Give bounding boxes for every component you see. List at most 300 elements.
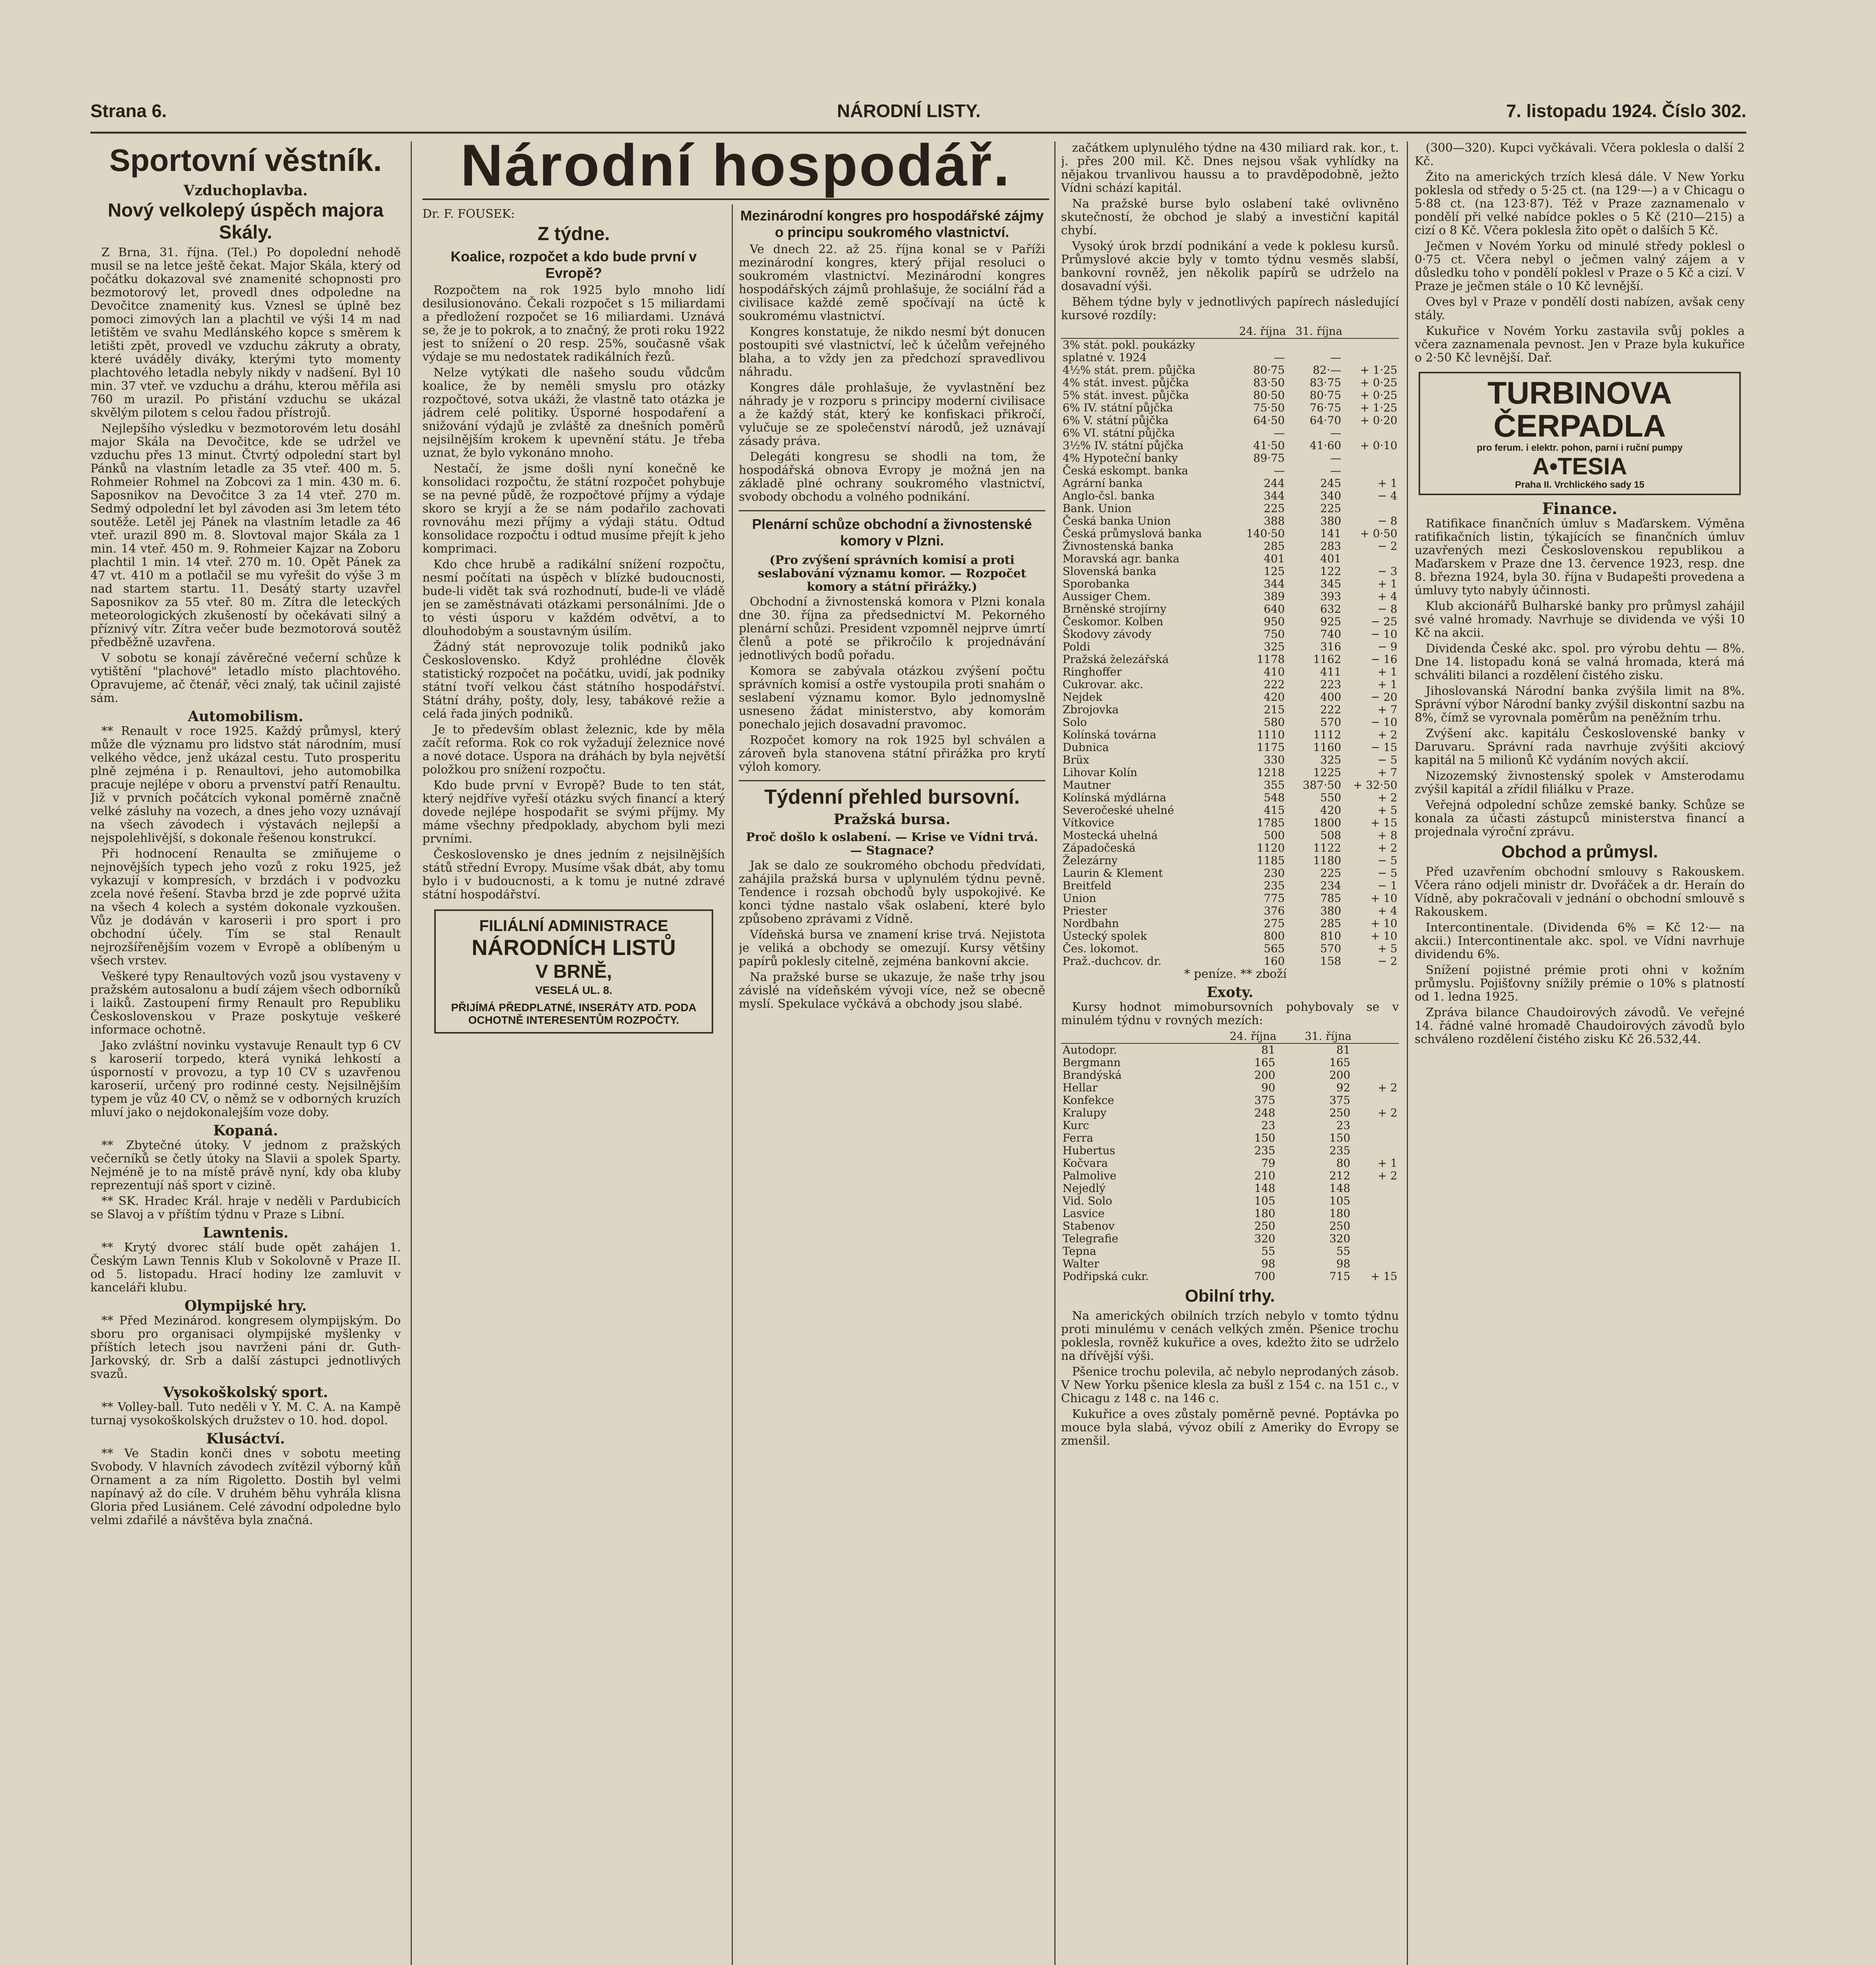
table-cell: + 10 [1371,929,1397,942]
table-cell: — [1274,464,1285,477]
table-cell: 250 [1254,1219,1276,1232]
table-row [1061,754,1399,766]
table-cell: 158 [1320,955,1342,968]
table-row [1061,1220,1399,1232]
paragraph: ** Volley-ball. Tuto neděli v Y. M. C. A. na Kampě turnaj vysokoškolských družstev o 10. hod. dopol. [90,1400,401,1427]
table-cell: 548 [1263,791,1285,804]
paragraph: Snížení pojistné prémie proti ohni v kožním průmyslu. Pojišťovny snížily prémie o 10% s platností od 1. ledna 1925. [1415,963,1745,1004]
paragraph: Kukuřice v Novém Yorku zastavila svůj pokles a včera zaznamenala pevnost. Jen v Praze byla kukuřice o 2·50 Kč levnější. Dař. [1415,324,1745,365]
table-cell: 387·50 [1303,779,1342,792]
paragraph: ** SK. Hradec Král. hraje v neděli v Pardubicích se Slavoj a v příštím týdnu v Praze s Libní. [90,1194,401,1221]
table-cell: 80 [1336,1157,1351,1170]
table-cell: 122 [1320,565,1342,578]
table-cell: 1178 [1257,653,1285,666]
table-cell: 550 [1320,791,1342,804]
table-row [1061,553,1399,565]
table-cell [1343,465,1399,477]
table-cell: 140·50 [1246,527,1285,540]
table-row [1061,867,1399,880]
table-cell [1230,338,1287,351]
table-cell [1352,1132,1399,1144]
table-cell: 79 [1261,1157,1276,1170]
table-header-cell [1061,325,1230,338]
table-cell: Walter [1063,1257,1100,1270]
table-cell: Živnostenská banka [1063,540,1174,553]
table-cell: + 7 [1377,766,1397,779]
paragraph: Pšenice trochu polevila, ač nebylo neprodaných zásob. V New Yorku pšenice klesla za bušl z 154 c. na 151 c., v Chicagu z 148 c. na 146 c. [1061,1365,1399,1405]
table-cell: 375 [1254,1094,1276,1107]
table-cell: 570 [1320,716,1342,729]
table-row [1061,414,1399,427]
paragraph: Nizozemský živnostenský spolek v Amsterodamu zvýšil kapitál a zřídil filiálku v Praze. [1415,769,1745,796]
table-row [1061,1182,1399,1195]
table-row [1061,439,1399,452]
table-row [1061,792,1399,804]
paragraph: ** Krytý dvorec stálí bude opět zahájen 1. Českým Lawn Tennis Klub v Sokolovně v Praze II. od 5. listopadu. Hrací hodiny lze zamluvit v kanceláři klubu. [90,1241,401,1295]
table-cell: Sporobanka [1063,577,1130,590]
table-row [1061,364,1399,376]
paragraph: Kongres konstatuje, že nikdo nesmí být donucen postoupiti své vlastnictví, leč k účelům veřejného blaha, a to vždy jen za předchozí spravedlivou náhradu. [739,325,1045,379]
table-cell: 148 [1329,1182,1351,1195]
table-cell: 81 [1261,1043,1276,1056]
table-cell: Brněnské strojírny [1063,602,1167,615]
paragraph: V sobotu se konají závěrečné večerní schůze k vytištění "plachové" letadlo místo plachtového. Opravujeme, ač čtenář, věci znalý, tak učinil zajisté sám. [90,651,401,705]
headline-skala: Nový velkolepý úspěch majora Skály. [108,200,384,243]
table-row [1061,829,1399,842]
table-cell [1343,338,1399,351]
table-cell: Aussiger Chem. [1063,590,1151,603]
column-divider [1407,141,1408,1965]
table-cell: + 15 [1371,1270,1397,1283]
table-cell: 785 [1320,892,1342,905]
table-row [1061,880,1399,892]
table-cell: Ústecký spolek [1063,929,1147,942]
table-cell: 212 [1329,1169,1351,1182]
table-cell: 250 [1329,1106,1351,1119]
table-row [1061,653,1399,666]
table-cell: 285 [1263,540,1285,553]
exoty-table [1061,1030,1399,1283]
table-cell: 344 [1263,489,1285,502]
table-cell: + 2 [1377,728,1397,741]
table-cell [1343,427,1399,439]
table-row [1061,540,1399,553]
table-cell: 235 [1263,879,1285,892]
table-cell [1352,1069,1399,1082]
table-cell [1352,1144,1399,1157]
table-row [1061,917,1399,930]
table-cell: Solo [1063,716,1087,729]
subsection-aviation: Vzduchoplavba. [184,182,308,199]
table-cell: 222 [1263,678,1285,691]
table-cell: 1175 [1257,741,1285,754]
paragraph: Při hodnocení Renaulta se zmiňujeme o nejnovějších typech jeho vozů z roku 1925, jež vykazují v kompresích, v brzdách i v podvozku zcela nové řešení. Stavba brzd je zde poprvé užita na všech 4 kolech a systém dokonale vyzkoušen. Vůz je dodáván v karoserii i pro sport i pro obchodní účely. Tím se stal Renault nejrozšířenějším vozem v Evropě a oblíbeným u všech vrstev. [90,847,401,968]
paragraph: Nestačí, že jsme došli nyní konečně ke konsolidaci rozpočtu, že státní rozpočet pohybuje se na pevné půdě, že rozpočtové příjmy a výdaje skoro se kryjí a že se nám podařilo zachovati rovnováhu mezi příjmy a výdaji státu. Odtud konsolidace rozpočtu i odtud musíme přejít k jeho komprimaci. [422,462,725,556]
table-cell: 1110 [1257,728,1285,741]
table-cell [1352,1119,1399,1132]
paragraph: Na pražské burse se ukazuje, že naše trhy jsou závislé na vídeňském vývoji více, než se obecně myslí. Spekulace vyčkává a obchody jsou slabé. [739,970,1045,1011]
table-cell: Autodopr. [1063,1043,1117,1056]
ad-line: V BRNĚ, [535,961,612,982]
table-row [1061,1094,1399,1107]
section-title-sports: Sportovní věstník. [109,143,382,178]
table-cell: + 0·20 [1360,414,1397,427]
subsection-obchod: Obchod a průmysl. [1501,842,1658,861]
table-row [1061,766,1399,779]
table-row [1061,729,1399,741]
table-cell: 1785 [1257,816,1285,829]
table-cell: 80·50 [1253,389,1285,402]
table-cell: + 0·25 [1360,389,1397,402]
table-cell: 76·75 [1309,401,1342,414]
paragraph: ** Renault v roce 1925. Každý průmysl, který může dle významu pro lidstvo stát národním, musí velkého vědce, jenž ukázal cestu. Tuto prosperitu plně zejména i p. Renaultovi, jeho automobilka pracuje nejlépe v oboru a prvenství patří Renaultu. Již v prvních počátcích vykonal poměrně značně velké zásluhy na vozech, a dnes jeho vozy uznávají na všech závodech i výstavách nejlepší a nejspolehlivější, s dokonale řešenou konstrukcí. [90,724,401,845]
table-cell: 580 [1263,716,1285,729]
table-cell: 570 [1320,942,1342,955]
table-cell: 1180 [1313,854,1342,867]
exchange-column [1061,141,1399,1965]
table-cell: 223 [1320,678,1342,691]
table-cell: 6% IV. státní půjčka [1063,401,1173,414]
table-row [1061,338,1399,351]
table-cell: Moravská agr. banka [1063,552,1180,565]
table-cell: 165 [1329,1056,1351,1069]
table-cell: Union [1063,892,1096,905]
paragraph: Ve dnech 22. až 25. října konal se v Paříži mezinárodní kongres, který přijal resoluci o soukromém vlastnictví. Mezinárodní kongres hospodářských zájmů prohlašuje, že sociální řád a civilisace každé země spočívají na úctě k soukromému vlastnictví. [739,242,1045,323]
paragraph: Jihoslovanská Národní banka zvýšila limit na 8%. Správní výbor Národní banky zvýšil diskontní sazbu na 8%, čímž se vyrovnala poměrům na peněžním trhu. [1415,684,1745,725]
table-cell: 4% stát. invest. půjčka [1063,376,1189,389]
subsection-olymp: Olympijské hry. [184,1298,307,1314]
table-cell: 98 [1261,1257,1276,1270]
table-cell: Českomor. Kolben [1063,615,1164,628]
paper-name: NÁRODNÍ LISTY. [837,101,981,121]
table-cell: + 0·25 [1360,376,1397,389]
table-cell: Kralupy [1063,1106,1107,1119]
table-cell: Nordbahn [1063,917,1119,930]
table-row [1061,389,1399,402]
date-issue: 7. listopadu 1924. Číslo 302. [1506,101,1746,121]
table-row [1061,1245,1399,1258]
table-cell: 325 [1320,753,1342,766]
table-cell: Tepna [1063,1245,1096,1258]
table-row [1061,603,1399,615]
table-cell: Vid. Solo [1063,1194,1112,1207]
table-cell: 92 [1336,1081,1351,1094]
table-cell: Bergmann [1063,1056,1121,1069]
subsection-exoty: Exoty. [1206,984,1254,1001]
table-row [1061,427,1399,439]
table-cell: 23 [1261,1119,1276,1132]
table-cell: − 1 [1377,879,1397,892]
table-row [1061,376,1399,389]
subsection-klus: Klusáctví. [206,1431,285,1447]
table-row [1061,842,1399,854]
table-cell: 1800 [1313,816,1342,829]
table-cell: Palmolive [1063,1169,1116,1182]
table-cell: 3½% IV. státní půjčka [1063,439,1184,452]
table-cell: — [1274,351,1285,364]
table-cell: 632 [1320,602,1342,615]
table-cell: splatné v. 1924 [1063,351,1147,364]
table-cell: 23 [1336,1119,1351,1132]
paragraph: Žito na amerických trzích klesá dále. V New Yorku poklesla od středy o 5·25 ct. (na 129·—) a v Chicagu o 5·88 ct. (na 123·87). Též v Praze zaznamenalo v pondělí při velké nabídce pokles o 5 Kč (210—215) a cizí o 8 Kč. Včera poklesla žito opět o dalších 5 Kč. [1415,170,1745,237]
table-cell: − 20 [1371,691,1397,703]
table-cell: 1162 [1313,653,1342,666]
table-cell: 165 [1254,1056,1276,1069]
table-row [1061,678,1399,691]
subsection-finance: Finance. [1542,500,1617,518]
ad-sub: pro ferum. i elektr. pohon, parní i ruční pumpy [1476,443,1683,453]
table-row [1061,1270,1399,1283]
table-cell: Agrární banka [1063,477,1143,490]
subsection-trhy: Obilní trhy. [1185,1286,1275,1306]
table-header-cell: 31. října [1277,1030,1352,1043]
paragraph: Nejlepšího výsledku v bezmotorovém letu dosáhl major Skála na Devočitce, kde se udržel ve vzduchu přes 13 minut. Čtvrtý odpolední start byl Pánků na vlastním letadle za 35 vteř. 400 m. 5. Rohmeier Rohmel na Zobcovi za 1 min. 430 m. 6. Saposnikov na Devočitce 3 za 14 vteř. 270 m. Sedmý odpolední let byl závoden asi 3m letem této soutěže. Letěl jej Pánek na vlastním letadle za 46 vteř. urazil 890 m. 8. Slovtoval major Skála za 1 min. 14 vteř. 450 m. 9. Rohmeier Kajzar na Zoboru plachtil 1 min. 14 vteř. 270 m. 10. Opět Pánek za 47 vt. 410 m a potlačil se mu vyřešit do výše 3 m nad startem startu. 11. Desátý starty uzavřel Saposnikov za 55 vteř. 80 m. Zítra dle leteckých meteorologických zkušeností by očekávati silný a příznivý vítr. Zítra večer bude bezmotorová soutěž předběžně uzavřena. [90,422,401,649]
table-cell: 740 [1320,628,1342,641]
paragraph: Ratifikace finančních úmluv s Maďarskem. Výměna ratifikačních listin, týkajících se finančních úmluv uzavřených mezi Československou republikou a Maďarskem v Praze dne 13. července 1923, resp. dne 8. března 1924, byla 30. října v Budapešti provedena a úmluvy tyto nabyly účinnosti. [1415,517,1745,597]
table-cell: + 0·10 [1360,439,1397,452]
editorial-column [422,204,725,1965]
subsection-kopana: Kopaná. [213,1122,278,1139]
divider [739,510,1045,511]
table-cell: 245 [1320,477,1342,490]
subhead-plzen: (Pro zvýšení správních komisí a proti seslabování významu komor. — Rozpočet komory a státní přirážky.) [758,553,1026,594]
table-row [1061,615,1399,628]
table-cell: + 5 [1377,804,1397,817]
table-row [1061,666,1399,678]
table-cell: − 8 [1377,514,1397,527]
table-cell: + 2 [1377,841,1397,854]
table-cell: Lasvice [1063,1207,1105,1220]
subsection-vys: Vysokoškolský sport. [163,1384,328,1401]
table-cell: 285 [1320,917,1342,930]
table-cell: 5% stát. invest. půjčka [1063,389,1189,402]
sports-column [90,141,401,1965]
headline-z-tydne: Z týdne. [537,224,610,244]
column-divider [1054,141,1055,1965]
subhead-krise: Proč došlo k oslabení. — Krise ve Vídni trvá. — Stagnace? [746,830,1038,858]
table-cell: − 5 [1377,854,1397,867]
paragraph: Kukuřice a oves zůstaly poměrně pevné. Poptávka po mouce byla slabá, vývoz obilí z Ameriky do Evropy se zmenšil. [1061,1407,1399,1448]
table-cell: 325 [1263,640,1285,653]
table-cell: 345 [1320,577,1342,590]
table-row [1061,741,1399,754]
paragraph: Kursy hodnot mimobursovních pohybovaly se v minulém týdnu v rovných mezích: [1061,1000,1399,1027]
table-cell: 225 [1320,502,1342,515]
paragraph: Kdo chce hrubě a radikální snížení rozpočtu, nesmí počítati na úspěch v blízké budoucnosti, bude-li vidět tak svá rozhodnutí, bude-li ve vládě jen se zaměstnávati otázkami personálními. Jde o to vésti úsporu v každém odvětví, a to dlouhodobým a soustavným úsilím. [422,558,725,638]
table-cell [1352,1043,1399,1056]
table-cell: 340 [1320,489,1342,502]
table-cell: 230 [1263,867,1285,880]
table-cell [1343,553,1399,565]
table-cell: Laurin & Klement [1063,867,1163,880]
table-row [1061,502,1399,515]
table-cell: 1225 [1313,766,1342,779]
table-cell [1352,1258,1399,1270]
table-row [1061,942,1399,955]
table-row [1061,490,1399,502]
table-cell: — [1330,351,1342,364]
table-cell: 700 [1254,1270,1276,1283]
table-cell: 98 [1336,1257,1351,1270]
table-cell: 234 [1320,879,1342,892]
table-row [1061,1119,1399,1132]
table-row [1061,716,1399,729]
table-cell: 235 [1254,1144,1276,1157]
table-cell: Mautner [1063,779,1111,792]
table-cell: Podřipská cukr. [1063,1270,1149,1283]
paragraph: Vídeňská bursa ve znamení krise trvá. Nejistota je veliká a obchody se omezují. Kursy většiny papírů poklesly citelně, zejména bankovní akcie. [739,928,1045,968]
congress-column [739,204,1045,1965]
table-cell: + 2 [1377,1081,1397,1094]
table-cell [1352,1207,1399,1220]
paragraph: (300—320). Kupci vyčkávali. Včera poklesla o další 2 Kč. [1415,141,1745,168]
table-cell: − 10 [1371,628,1397,641]
column-divider [732,204,733,1965]
table-cell: 244 [1263,477,1285,490]
pump-ad [1419,372,1741,495]
paragraph: Zvýšení akc. kapitálu Československé banky v Daruvaru. Správní rada navrhuje zvýšiti akciový kapitál na 5 milionů Kč vydáním nových akcií. [1415,727,1745,767]
paragraph: Žádný stát neprovozuje tolik podniků jako Československo. Když prohlédne člověk statistický rozpočet na počátku, uvidí, jak podniky státní tvoří velkou část státního hospodářství. Státní dráhy, pošty, doly, lesy, tabákové režie a celá řada jiných podniků. [422,640,725,721]
table-row [1061,1132,1399,1144]
ad-line: PŘIJÍMÁ PŘEDPLATNÉ, INSERÁTY ATD. PODA OCHOTNĚ INTERESENTŮM ROZPOČTY. [451,1001,697,1026]
table-cell: 508 [1320,829,1342,842]
table-row [1061,565,1399,578]
table-cell: Kočvara [1063,1157,1108,1170]
table-cell: 80·75 [1253,364,1285,376]
table-row [1061,804,1399,817]
table-cell: 376 [1263,904,1285,917]
table-cell: − 15 [1371,741,1397,754]
finance-column [1415,141,1745,1965]
table-cell: + 0·50 [1360,527,1397,540]
table-cell: 55 [1336,1245,1351,1258]
table-cell: 89·75 [1253,452,1285,465]
table-cell [1352,1232,1399,1245]
paragraph: Delegáti kongresu se shodli na tom, že hospodářská obnova Evropy je možná jen na základě plné ochrany soukromého vlastnictví, svobody obchodu a volného podnikání. [739,450,1045,504]
table-cell: Česká průmyslová banka [1063,527,1202,540]
table-row [1061,1207,1399,1220]
table-row [1061,817,1399,829]
table-cell: 380 [1320,514,1342,527]
table-cell: Brüx [1063,753,1089,766]
paragraph: ** Zbytečné útoky. V jednom z pražských večerníků se četly útoky na Slavii a spolek Sparty. Nejméně je to na místě právě nyní, kdy oba kluby reprezentují náš sport v cizině. [90,1139,401,1192]
table-cell: + 32·50 [1353,779,1397,792]
table-cell: Hubertus [1063,1144,1115,1157]
paragraph: ** Ve Stadin konči dnes v sobotu meeting Svobody. V hlavních závodech zvítězil výborný kůň Ornament a za ním Rigoletto. Dostih byl velmi napínavý až do cíle. V druhém běhu vyhrála klisna Gloria před Lusiánem. Celé závodní odpoledne bylo velmi zdařilé a návštěva byla značná. [90,1447,401,1527]
table-row [1061,1170,1399,1182]
table-cell: 4½% stát. prem. půjčka [1063,364,1196,376]
table-cell: − 2 [1377,540,1397,553]
table-cell [1286,338,1343,351]
table-cell [1352,1056,1399,1069]
table-row [1061,930,1399,942]
table-row [1061,1157,1399,1170]
paragraph: Veřejná odpolední schůze zemské banky. Schůze se konala za účasti zástupců ministerstva financí a projednala výroční zprávu. [1415,798,1745,839]
table-cell: − 16 [1371,653,1397,666]
table-cell: Slovenská banka [1063,565,1156,578]
table-row [1061,1232,1399,1245]
table-cell: 283 [1320,540,1342,553]
paragraph: Je to především oblast železnic, kde by měla začít reforma. Rok co rok vyžadují železnice nové a nové dotace. Úspora na dráhách by byla největší položkou pro snížení rozpočtu. [422,723,725,777]
table-cell: 210 [1254,1169,1276,1182]
table-header-cell: 31. října [1286,325,1343,338]
paragraph: Před uzavřením obchodní smlouvy s Rakouskem. Včera ráno odjeli ministr dr. Dvořáček a dr. Heraín do Vídně, aby pokračovali v jednání o obchodní smlouvě s Rakouskem. [1415,865,1745,919]
table-cell: + 2 [1377,791,1397,804]
table-cell: 222 [1320,703,1342,716]
paragraph: Zpráva bilance Chaudoirových závodů. Ve veřejné 14. řádné valné hromadě Chaudoirových závodů bylo schváleno rozdělení čistého zisku Kč 26.532,44. [1415,1006,1745,1046]
table-cell: 380 [1320,904,1342,917]
table-cell: 64·50 [1253,414,1285,427]
paragraph: Nelze vytýkati dle našeho soudu vůdcům koalice, že by neměli smyslu pro otázky rozpočtové, sotva ukáži, že vlastně tato otázka je jádrem celé politiky. Úsporné hospodaření a snižování výdajů je zvláště za dnešních poměrů nejsilnějším krokem k upevnění státu. Je třeba uznat, že bylo vykonáno mnoho. [422,366,725,460]
table-cell: − 3 [1377,565,1397,578]
table-cell: 950 [1263,615,1285,628]
table-row [1061,527,1399,540]
table-cell: Pražská železářská [1063,653,1169,666]
table-header-cell [1352,1030,1399,1043]
table-cell: 1160 [1313,741,1342,754]
table-cell: Nejedlý [1063,1182,1106,1195]
table-cell: 250 [1329,1219,1351,1232]
subsection-lawn: Lawntenis. [203,1225,288,1241]
paragraph: Na amerických obilních trzích nebylo v tomto týdnu proti minulému v cenách velkých změn. Pšenice trochu poklesla, rovněž kukuřice a oves, kdežto žito se udrželo na dřívější výši. [1061,1309,1399,1363]
table-cell: 410 [1263,665,1285,678]
table-cell: Konfekce [1063,1094,1114,1107]
table-row [1061,1056,1399,1069]
table-cell: 82·— [1312,364,1342,376]
table-cell: 389 [1263,590,1285,603]
table-cell: 750 [1263,628,1285,641]
table-cell: 275 [1263,917,1285,930]
table-cell: Mostecká uhelná [1063,829,1158,842]
table-cell: 248 [1254,1106,1276,1119]
table-cell: 393 [1320,590,1342,603]
table-row [1061,691,1399,703]
table-cell: 375 [1329,1094,1351,1107]
table-cell: 411 [1320,665,1342,678]
table-row [1061,779,1399,792]
table-cell: Poldi [1063,640,1090,653]
table-cell: 105 [1254,1194,1276,1207]
table-cell: Breitfeld [1063,879,1112,892]
table-cell: Kurc [1063,1119,1089,1132]
table-row [1061,905,1399,917]
table-row [1061,1082,1399,1094]
table-cell: − 4 [1377,489,1397,502]
table-row [1061,515,1399,527]
table-cell: 150 [1329,1131,1351,1144]
table-cell: 160 [1263,955,1285,968]
table-cell [1343,351,1399,364]
table-row [1061,452,1399,465]
table-cell [1343,502,1399,515]
table-cell: − 9 [1377,640,1397,653]
byline: Dr. F. FOUSEK: [422,207,515,221]
table-cell: 83·75 [1309,376,1342,389]
table-cell: Ferra [1063,1131,1093,1144]
table-cell: Hellar [1063,1081,1098,1094]
paragraph: Jak se dalo ze soukromého obchodu předvídati, zahájila pražská bursa v uplynulém týdnu pevně. Tendence i rozsah obchodů byly uspokojivé. Ke konci týdne nastalo však oslabení, které bylo způsobeno zprávami z Vídně. [739,859,1045,926]
table-cell [1352,1220,1399,1232]
running-header [90,96,1746,134]
table-note: * peníze. ** zboží [1184,967,1287,981]
subhead-prazska: Pražská bursa. [833,811,951,828]
table-cell: Severočeské uhelné [1063,804,1174,817]
table-cell: 148 [1254,1182,1276,1195]
table-cell: 150 [1254,1131,1276,1144]
table-cell: 6% V. státní půjčka [1063,414,1169,427]
table-cell: — [1274,426,1285,439]
table-cell [1352,1094,1399,1107]
